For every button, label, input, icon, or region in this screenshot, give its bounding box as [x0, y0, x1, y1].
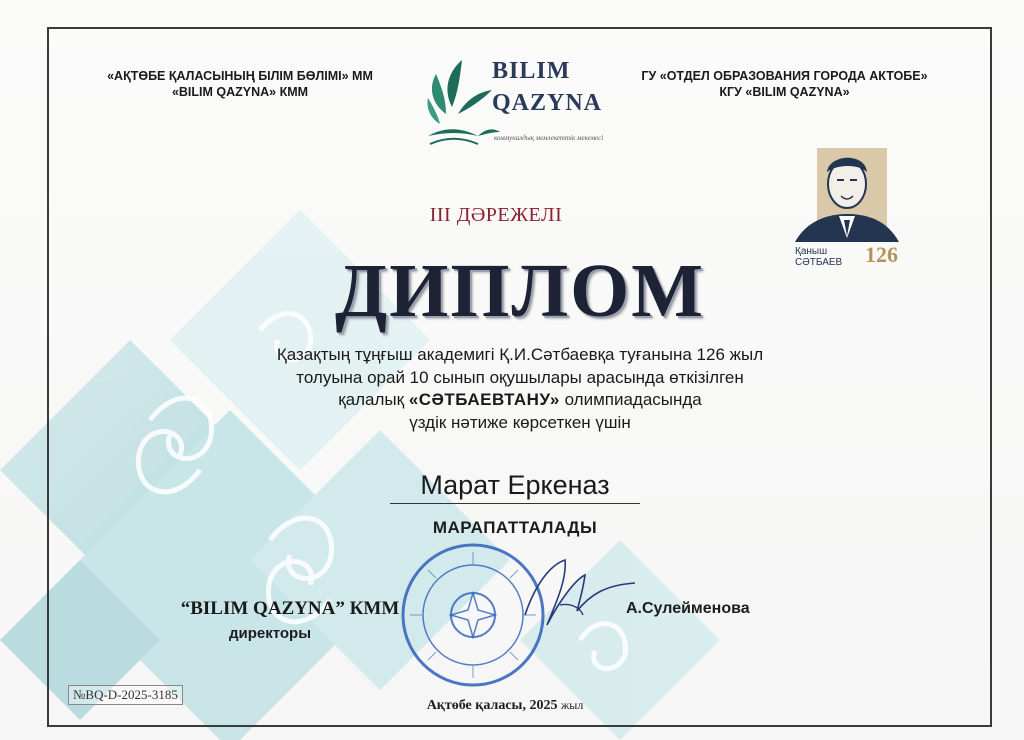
body-line3-suffix: олимпиадасында [559, 390, 702, 409]
body-line3-prefix: қалалық [338, 390, 409, 409]
document-number: №BQ-D-2025-3185 [68, 685, 183, 705]
body-line4: үздік нәтиже көрсеткен үшін [409, 412, 631, 432]
anniversary-number: 126 [865, 242, 898, 267]
place-and-year [405, 698, 605, 714]
recipient-underline [390, 503, 640, 504]
body-line3 [150, 389, 890, 412]
portrait-caption [795, 246, 842, 268]
portrait-firstname: Қаныш [795, 246, 828, 257]
logo-word-qazyna: QAZYNA [492, 90, 603, 116]
satbayev-portrait [787, 134, 907, 274]
diploma-degree: III ДӘРЕЖЕЛІ [429, 204, 563, 226]
header-right-line2: КГУ «BILIM QAZYNA» [719, 85, 850, 99]
recipient-name: Марат Еркеназ [420, 470, 610, 500]
signature-icon [505, 545, 645, 635]
body-line2: толуына орай 10 сынып оқушылары арасында өткізілген [296, 367, 744, 387]
olympiad-name: «СӘТБАЕВТАНУ» [408, 390, 560, 409]
place-city: Ақтөбе қаласы, 2025 [426, 698, 558, 713]
logo-word-bilim: BILIM [492, 58, 571, 84]
signatory-role: директоры [228, 625, 312, 642]
awarded-text: МАРАПАТТАЛАДЫ [432, 518, 598, 537]
portrait-surname: СӘТБАЕВ [795, 257, 843, 268]
logo-subtitle: коммуналдық мемлекеттік мекемесі [494, 134, 604, 142]
header-left-line1: «АҚТӨБЕ ҚАЛАСЫНЫҢ БІЛІМ БӨЛІМІ» ММ [107, 69, 373, 83]
bilim-qazyna-logo [422, 52, 618, 154]
header-left [90, 68, 390, 100]
header-right [612, 68, 957, 100]
book-leaves-logo-icon [422, 52, 502, 152]
body-line1: Қазақтың тұңғыш академигі Қ.И.Сәтбаевқа туғанына 126 жыл [276, 345, 764, 364]
diploma-body [150, 344, 890, 434]
header-left-line2: «BILIM QAZYNA» КММ [171, 85, 309, 99]
place-suffix: жыл [560, 698, 584, 712]
signatory-name: А.Сулейменова [626, 600, 750, 617]
signatory-org: “BILIM QAZYNA” КММ [180, 598, 400, 619]
header-right-line1: ГУ «ОТДЕЛ ОБРАЗОВАНИЯ ГОРОДА АКТОБЕ» [641, 69, 928, 83]
diploma-title: ДИПЛОМ [335, 249, 705, 333]
